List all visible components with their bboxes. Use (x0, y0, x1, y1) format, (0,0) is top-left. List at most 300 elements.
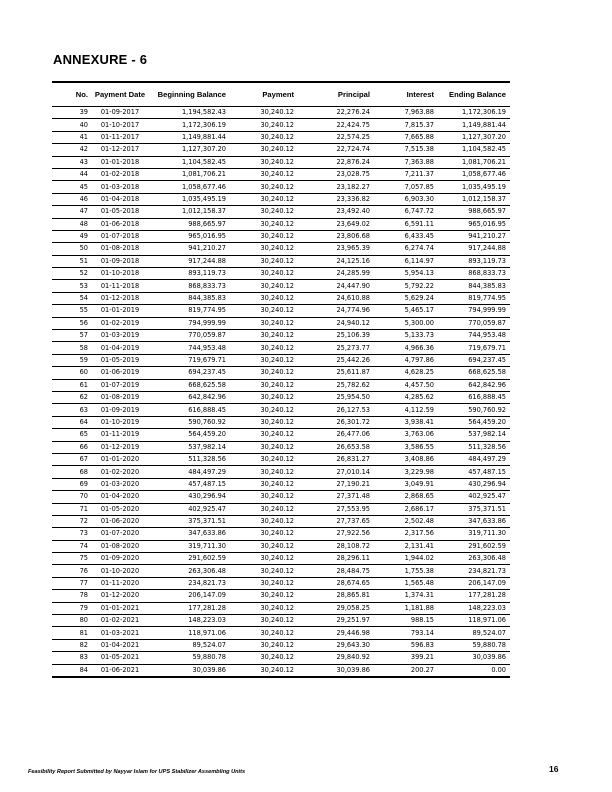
cell-interest: 5,792.22 (370, 280, 434, 292)
cell-beginning-balance: 642,842.96 (148, 391, 226, 403)
cell-ending-balance: 1,149,881.44 (434, 119, 510, 131)
cell-payment: 30,240.12 (226, 453, 294, 465)
cell-interest: 4,112.59 (370, 404, 434, 416)
cell-interest: 2,868.65 (370, 491, 434, 503)
table-row (52, 503, 510, 515)
cell-beginning-balance: 694,237.45 (148, 367, 226, 379)
cell-no: 54 (52, 292, 92, 304)
cell-interest: 2,131.41 (370, 540, 434, 552)
cell-beginning-balance: 590,760.92 (148, 416, 226, 428)
cell-ending-balance: 642,842.96 (434, 379, 510, 391)
cell-interest: 3,049.91 (370, 478, 434, 490)
header-no: No. (75, 90, 88, 99)
cell-ending-balance: 537,982.14 (434, 429, 510, 441)
cell-no: 47 (52, 206, 92, 218)
cell-payment: 30,240.12 (226, 218, 294, 230)
cell-beginning-balance: 1,149,881.44 (148, 131, 226, 143)
cell-ending-balance: 1,127,307.20 (434, 131, 510, 143)
table-row (52, 639, 510, 651)
table-row (52, 193, 510, 205)
table-row (52, 404, 510, 416)
cell-interest: 399.21 (370, 652, 434, 664)
cell-no: 72 (52, 515, 92, 527)
cell-ending-balance: 59,880.78 (434, 639, 510, 651)
annexure-title: ANNEXURE - 6 (53, 52, 148, 67)
cell-no: 77 (52, 577, 92, 589)
cell-principal: 23,336.82 (294, 193, 370, 205)
cell-principal: 25,106.39 (294, 330, 370, 342)
cell-ending-balance: 402,925.47 (434, 491, 510, 503)
table-row (52, 206, 510, 218)
cell-payment-date: 01-08-2019 (92, 391, 148, 403)
cell-payment: 30,240.12 (226, 342, 294, 354)
cell-interest: 793.14 (370, 627, 434, 639)
cell-no: 81 (52, 627, 92, 639)
cell-beginning-balance: 616,888.45 (148, 404, 226, 416)
cell-payment: 30,240.12 (226, 317, 294, 329)
cell-principal: 29,058.25 (294, 602, 370, 614)
cell-interest: 4,628.25 (370, 367, 434, 379)
cell-ending-balance: 1,104,582.45 (434, 144, 510, 156)
cell-no: 62 (52, 391, 92, 403)
cell-no: 79 (52, 602, 92, 614)
cell-ending-balance: 148,223.03 (434, 602, 510, 614)
cell-interest: 200.27 (370, 664, 434, 677)
cell-principal: 26,831.27 (294, 453, 370, 465)
cell-payment-date: 01-08-2018 (92, 243, 148, 255)
cell-principal: 29,251.97 (294, 615, 370, 627)
cell-no: 44 (52, 168, 92, 180)
cell-no: 46 (52, 193, 92, 205)
cell-interest: 5,629.24 (370, 292, 434, 304)
table-row (52, 577, 510, 589)
cell-principal: 23,965.39 (294, 243, 370, 255)
cell-no: 68 (52, 466, 92, 478)
table-row (52, 515, 510, 527)
table-row (52, 230, 510, 242)
table-row (52, 119, 510, 131)
table-row (52, 478, 510, 490)
cell-principal: 25,782.62 (294, 379, 370, 391)
table-row (52, 453, 510, 465)
cell-payment-date: 01-09-2020 (92, 553, 148, 565)
cell-principal: 22,876.24 (294, 156, 370, 168)
table-row (52, 354, 510, 366)
cell-principal: 24,610.88 (294, 292, 370, 304)
cell-beginning-balance: 347,633.86 (148, 528, 226, 540)
cell-payment-date: 01-05-2018 (92, 206, 148, 218)
cell-principal: 26,301.72 (294, 416, 370, 428)
cell-payment-date: 01-11-2017 (92, 131, 148, 143)
footer-report-title: Feasibility Report Submitted by Nayyar Islam for UPS Stabilizer Assembling Units (28, 769, 246, 775)
cell-interest: 596.83 (370, 639, 434, 651)
cell-ending-balance: 668,625.58 (434, 367, 510, 379)
table-row (52, 268, 510, 280)
table-row (52, 540, 510, 552)
cell-payment-date: 01-11-2018 (92, 280, 148, 292)
cell-payment: 30,240.12 (226, 181, 294, 193)
cell-no: 45 (52, 181, 92, 193)
cell-ending-balance: 347,633.86 (434, 515, 510, 527)
cell-ending-balance: 319,711.30 (434, 528, 510, 540)
cell-beginning-balance: 941,210.27 (148, 243, 226, 255)
cell-payment-date: 01-12-2018 (92, 292, 148, 304)
cell-principal: 23,649.02 (294, 218, 370, 230)
cell-principal: 28,674.65 (294, 577, 370, 589)
cell-no: 83 (52, 652, 92, 664)
table-row (52, 466, 510, 478)
cell-no: 48 (52, 218, 92, 230)
table-row (52, 131, 510, 143)
table-row (52, 156, 510, 168)
cell-no: 64 (52, 416, 92, 428)
cell-principal: 28,296.11 (294, 553, 370, 565)
cell-beginning-balance: 206,147.09 (148, 590, 226, 602)
cell-payment: 30,240.12 (226, 230, 294, 242)
cell-principal: 24,285.99 (294, 268, 370, 280)
cell-payment-date: 01-01-2021 (92, 602, 148, 614)
table-header-row (52, 83, 510, 107)
cell-interest: 3,586.55 (370, 441, 434, 453)
cell-beginning-balance: 402,925.47 (148, 503, 226, 515)
cell-interest: 7,665.88 (370, 131, 434, 143)
cell-principal: 22,574.25 (294, 131, 370, 143)
cell-payment-date: 01-06-2021 (92, 664, 148, 677)
cell-beginning-balance: 868,833.73 (148, 280, 226, 292)
cell-principal: 25,954.50 (294, 391, 370, 403)
cell-payment-date: 01-01-2020 (92, 453, 148, 465)
cell-payment: 30,240.12 (226, 367, 294, 379)
table-row (52, 528, 510, 540)
cell-interest: 1,565.48 (370, 577, 434, 589)
cell-no: 84 (52, 664, 92, 677)
table-row (52, 627, 510, 639)
cell-principal: 27,010.14 (294, 466, 370, 478)
cell-interest: 7,815.37 (370, 119, 434, 131)
table-row (52, 107, 510, 119)
cell-ending-balance: 1,081,706.21 (434, 156, 510, 168)
cell-interest: 2,317.56 (370, 528, 434, 540)
cell-beginning-balance: 564,459.20 (148, 429, 226, 441)
cell-payment-date: 01-02-2018 (92, 168, 148, 180)
cell-payment: 30,240.12 (226, 528, 294, 540)
table-row (52, 342, 510, 354)
cell-ending-balance: 263,306.48 (434, 553, 510, 565)
cell-interest: 4,797.86 (370, 354, 434, 366)
cell-payment: 30,240.12 (226, 515, 294, 527)
cell-payment-date: 01-03-2020 (92, 478, 148, 490)
cell-payment-date: 01-11-2019 (92, 429, 148, 441)
cell-no: 57 (52, 330, 92, 342)
cell-beginning-balance: 457,487.15 (148, 478, 226, 490)
cell-principal: 28,108.72 (294, 540, 370, 552)
cell-payment: 30,240.12 (226, 602, 294, 614)
cell-principal: 30,039.86 (294, 664, 370, 677)
cell-payment: 30,240.12 (226, 107, 294, 119)
cell-interest: 3,408.86 (370, 453, 434, 465)
cell-ending-balance: 844,385.83 (434, 280, 510, 292)
cell-beginning-balance: 844,385.83 (148, 292, 226, 304)
table-body (52, 107, 510, 677)
cell-payment-date: 01-02-2020 (92, 466, 148, 478)
cell-beginning-balance: 668,625.58 (148, 379, 226, 391)
cell-principal: 22,424.75 (294, 119, 370, 131)
cell-payment: 30,240.12 (226, 615, 294, 627)
cell-payment: 30,240.12 (226, 664, 294, 677)
cell-payment: 30,240.12 (226, 416, 294, 428)
cell-payment: 30,240.12 (226, 577, 294, 589)
cell-interest: 1,944.02 (370, 553, 434, 565)
table-row (52, 565, 510, 577)
cell-ending-balance: 770,059.87 (434, 317, 510, 329)
cell-no: 63 (52, 404, 92, 416)
table-row (52, 305, 510, 317)
cell-payment-date: 01-01-2018 (92, 156, 148, 168)
cell-no: 40 (52, 119, 92, 131)
cell-payment: 30,240.12 (226, 565, 294, 577)
cell-no: 59 (52, 354, 92, 366)
cell-payment-date: 01-12-2019 (92, 441, 148, 453)
cell-interest: 5,133.73 (370, 330, 434, 342)
cell-payment-date: 01-05-2021 (92, 652, 148, 664)
cell-ending-balance: 1,035,495.19 (434, 181, 510, 193)
cell-ending-balance: 1,012,158.37 (434, 193, 510, 205)
cell-no: 61 (52, 379, 92, 391)
table-row (52, 615, 510, 627)
cell-ending-balance: 30,039.86 (434, 652, 510, 664)
cell-beginning-balance: 537,982.14 (148, 441, 226, 453)
header-ending-balance: Ending Balance (449, 90, 506, 99)
table-row (52, 590, 510, 602)
cell-payment-date: 01-11-2020 (92, 577, 148, 589)
cell-ending-balance: 430,296.94 (434, 478, 510, 490)
table-row (52, 181, 510, 193)
cell-interest: 6,591.11 (370, 218, 434, 230)
cell-principal: 25,442.26 (294, 354, 370, 366)
cell-payment-date: 01-01-2019 (92, 305, 148, 317)
cell-ending-balance: 457,487.15 (434, 466, 510, 478)
cell-no: 55 (52, 305, 92, 317)
cell-interest: 1,755.38 (370, 565, 434, 577)
cell-payment: 30,240.12 (226, 540, 294, 552)
cell-beginning-balance: 511,328.56 (148, 453, 226, 465)
cell-no: 75 (52, 553, 92, 565)
cell-beginning-balance: 177,281.28 (148, 602, 226, 614)
amortization-table-container (52, 81, 510, 678)
cell-ending-balance: 917,244.88 (434, 243, 510, 255)
cell-payment: 30,240.12 (226, 292, 294, 304)
cell-ending-balance: 234,821.73 (434, 565, 510, 577)
cell-principal: 26,653.58 (294, 441, 370, 453)
cell-beginning-balance: 484,497.29 (148, 466, 226, 478)
cell-principal: 22,276.24 (294, 107, 370, 119)
cell-no: 80 (52, 615, 92, 627)
cell-payment-date: 01-10-2018 (92, 268, 148, 280)
table-row (52, 330, 510, 342)
table-row (52, 652, 510, 664)
cell-beginning-balance: 917,244.88 (148, 255, 226, 267)
cell-no: 49 (52, 230, 92, 242)
cell-no: 66 (52, 441, 92, 453)
cell-ending-balance: 965,016.95 (434, 218, 510, 230)
cell-principal: 28,484.75 (294, 565, 370, 577)
cell-interest: 7,515.38 (370, 144, 434, 156)
cell-ending-balance: 868,833.73 (434, 268, 510, 280)
cell-interest: 6,903.30 (370, 193, 434, 205)
cell-ending-balance: 941,210.27 (434, 230, 510, 242)
cell-payment-date: 01-07-2019 (92, 379, 148, 391)
cell-payment-date: 01-06-2019 (92, 367, 148, 379)
cell-principal: 24,774.96 (294, 305, 370, 317)
table-row (52, 317, 510, 329)
cell-interest: 2,686.17 (370, 503, 434, 515)
cell-interest: 4,966.36 (370, 342, 434, 354)
cell-ending-balance: 819,774.95 (434, 292, 510, 304)
cell-payment: 30,240.12 (226, 429, 294, 441)
cell-beginning-balance: 1,081,706.21 (148, 168, 226, 180)
table-row (52, 292, 510, 304)
cell-principal: 26,127.53 (294, 404, 370, 416)
cell-payment-date: 01-07-2018 (92, 230, 148, 242)
cell-principal: 29,643.30 (294, 639, 370, 651)
cell-beginning-balance: 1,104,582.45 (148, 156, 226, 168)
cell-interest: 6,747.72 (370, 206, 434, 218)
cell-interest: 1,181.88 (370, 602, 434, 614)
cell-principal: 27,553.95 (294, 503, 370, 515)
cell-interest: 1,374.31 (370, 590, 434, 602)
cell-beginning-balance: 1,172,306.19 (148, 119, 226, 131)
table-row (52, 218, 510, 230)
cell-no: 58 (52, 342, 92, 354)
cell-beginning-balance: 59,880.78 (148, 652, 226, 664)
cell-ending-balance: 0.00 (434, 664, 510, 677)
cell-payment: 30,240.12 (226, 354, 294, 366)
cell-principal: 29,840.92 (294, 652, 370, 664)
cell-interest: 7,211.37 (370, 168, 434, 180)
cell-interest: 4,285.62 (370, 391, 434, 403)
cell-principal: 29,446.98 (294, 627, 370, 639)
table-row (52, 429, 510, 441)
cell-payment: 30,240.12 (226, 193, 294, 205)
table-row (52, 379, 510, 391)
cell-payment-date: 01-03-2018 (92, 181, 148, 193)
cell-no: 71 (52, 503, 92, 515)
cell-interest: 7,963.88 (370, 107, 434, 119)
table-row (52, 553, 510, 565)
cell-beginning-balance: 893,119.73 (148, 268, 226, 280)
amortization-table (52, 83, 510, 678)
cell-beginning-balance: 1,194,582.43 (148, 107, 226, 119)
cell-no: 52 (52, 268, 92, 280)
table-row (52, 664, 510, 677)
cell-no: 78 (52, 590, 92, 602)
cell-payment: 30,240.12 (226, 441, 294, 453)
cell-payment: 30,240.12 (226, 503, 294, 515)
cell-no: 43 (52, 156, 92, 168)
cell-payment: 30,240.12 (226, 131, 294, 143)
header-payment: Payment (262, 90, 294, 99)
cell-interest: 7,057.85 (370, 181, 434, 193)
header-payment-date: Payment Date (94, 90, 146, 99)
cell-no: 53 (52, 280, 92, 292)
cell-beginning-balance: 430,296.94 (148, 491, 226, 503)
cell-ending-balance: 893,119.73 (434, 255, 510, 267)
cell-payment: 30,240.12 (226, 206, 294, 218)
cell-interest: 6,114.97 (370, 255, 434, 267)
cell-payment: 30,240.12 (226, 478, 294, 490)
cell-no: 50 (52, 243, 92, 255)
cell-principal: 27,737.65 (294, 515, 370, 527)
cell-no: 65 (52, 429, 92, 441)
cell-ending-balance: 590,760.92 (434, 404, 510, 416)
cell-principal: 27,190.21 (294, 478, 370, 490)
cell-principal: 25,611.87 (294, 367, 370, 379)
cell-payment-date: 01-06-2018 (92, 218, 148, 230)
cell-payment: 30,240.12 (226, 590, 294, 602)
cell-interest: 5,954.13 (370, 268, 434, 280)
cell-ending-balance: 511,328.56 (434, 441, 510, 453)
cell-payment: 30,240.12 (226, 639, 294, 651)
cell-beginning-balance: 263,306.48 (148, 565, 226, 577)
cell-beginning-balance: 30,039.86 (148, 664, 226, 677)
table-row (52, 491, 510, 503)
cell-beginning-balance: 234,821.73 (148, 577, 226, 589)
cell-payment-date: 01-10-2017 (92, 119, 148, 131)
cell-principal: 24,447.90 (294, 280, 370, 292)
cell-payment-date: 01-12-2017 (92, 144, 148, 156)
cell-beginning-balance: 148,223.03 (148, 615, 226, 627)
cell-payment: 30,240.12 (226, 652, 294, 664)
cell-payment: 30,240.12 (226, 466, 294, 478)
cell-payment: 30,240.12 (226, 243, 294, 255)
cell-no: 51 (52, 255, 92, 267)
cell-payment-date: 01-02-2019 (92, 317, 148, 329)
cell-beginning-balance: 965,016.95 (148, 230, 226, 242)
cell-payment-date: 01-06-2020 (92, 515, 148, 527)
cell-ending-balance: 564,459.20 (434, 416, 510, 428)
table-row (52, 367, 510, 379)
cell-ending-balance: 794,999.99 (434, 305, 510, 317)
cell-interest: 988.15 (370, 615, 434, 627)
cell-beginning-balance: 744,953.48 (148, 342, 226, 354)
cell-beginning-balance: 1,058,677.46 (148, 181, 226, 193)
cell-no: 56 (52, 317, 92, 329)
cell-principal: 23,806.68 (294, 230, 370, 242)
cell-payment-date: 01-09-2019 (92, 404, 148, 416)
cell-beginning-balance: 89,524.07 (148, 639, 226, 651)
cell-principal: 23,492.40 (294, 206, 370, 218)
cell-interest: 3,763.06 (370, 429, 434, 441)
cell-beginning-balance: 1,127,307.20 (148, 144, 226, 156)
cell-beginning-balance: 719,679.71 (148, 354, 226, 366)
cell-beginning-balance: 291,602.59 (148, 553, 226, 565)
cell-beginning-balance: 794,999.99 (148, 317, 226, 329)
header-principal: Principal (337, 90, 370, 99)
cell-payment-date: 01-10-2020 (92, 565, 148, 577)
cell-payment-date: 01-05-2020 (92, 503, 148, 515)
header-beginning-balance: Beginning Balance (157, 90, 226, 99)
table-row (52, 255, 510, 267)
cell-principal: 25,273.77 (294, 342, 370, 354)
table-row (52, 280, 510, 292)
cell-interest: 3,229.98 (370, 466, 434, 478)
cell-payment: 30,240.12 (226, 627, 294, 639)
cell-ending-balance: 1,058,677.46 (434, 168, 510, 180)
cell-payment: 30,240.12 (226, 268, 294, 280)
cell-beginning-balance: 118,971.06 (148, 627, 226, 639)
cell-payment: 30,240.12 (226, 280, 294, 292)
cell-principal: 24,940.12 (294, 317, 370, 329)
